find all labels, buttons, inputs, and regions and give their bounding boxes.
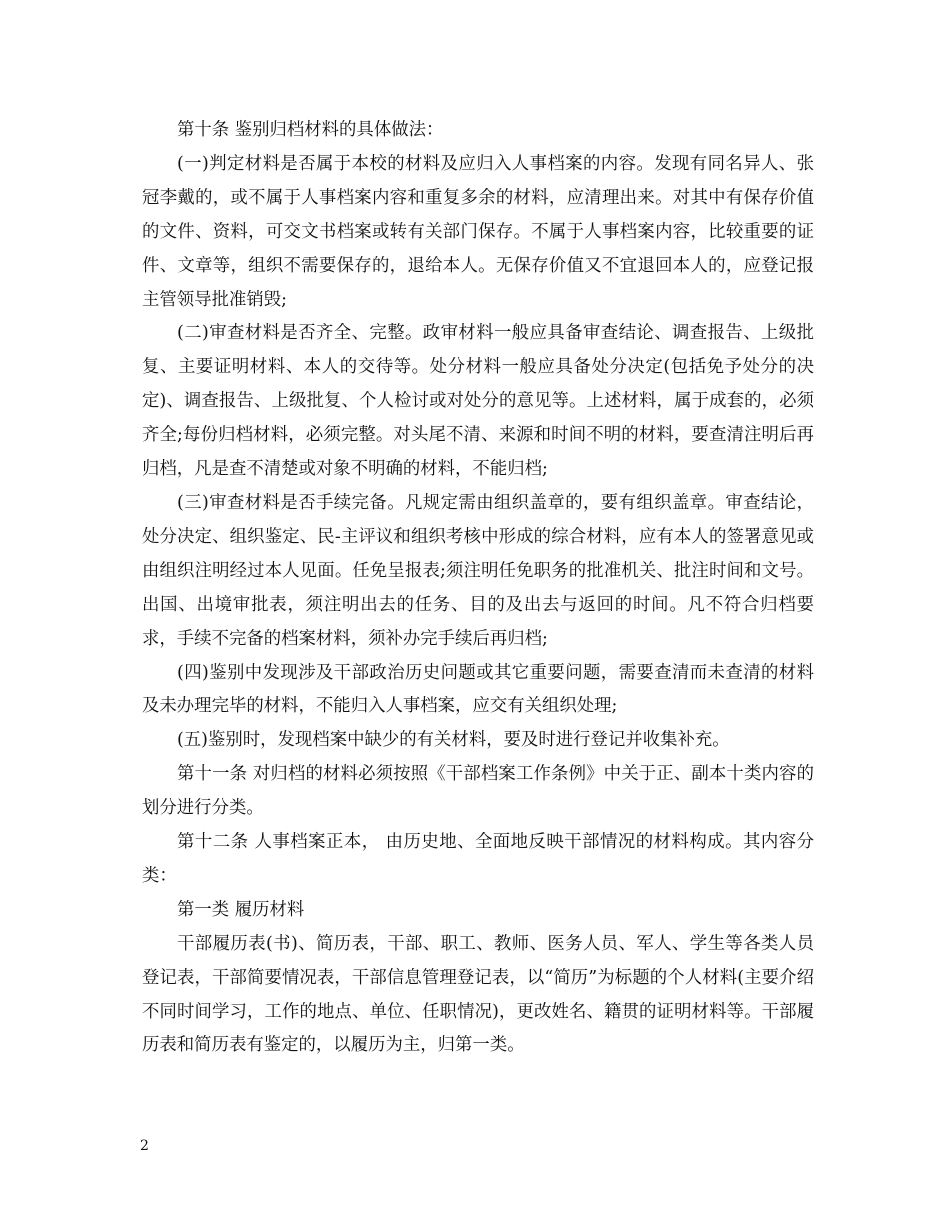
paragraph-category-1-heading: 第一类 履历材料 [177,899,305,920]
document-body [142,114,814,1063]
paragraph-article-10-heading: 第十条 鉴别归档材料的具体做法： [177,120,444,140]
paragraph-article-12: 第十二条 人事档案正本， 由历史地、全面地反映干部情况的材料构成。其内容分类： [142,832,814,886]
paragraph-item-1: (一)判定材料是否属于本校的材料及应归入人事档案的内容。发现有同名异人、张冠李戴的，或不属于人事档案内容和重复多余的材料，应清理出来。对其中有保存价值的文件、资料，可交文书档案或转有关部门保存。不属于人事档案内容，比较重要的证件、文章等，组织不需要保存的，退给本人。无保存价值又不宜退回本人的，应登记报主管领导批准销毁; [142,153,814,310]
paragraph-item-3: (三)审查材料是否手续完备。凡规定需由组织盖章的，要有组织盖章。审查结论，处分决定、组织鉴定、民-主评议和组织考核中形成的综合材料，应有本人的签署意见或由组织注明经过本人见面。任免呈报表;须注明任免职务的批准机关、批注时间和文号。出国、出境审批表，须注明出去的任务、目的及出去与返回的时间。凡不符合归档要求，手续不完备的档案材料，须补办完手续后再归档; [142,492,814,649]
paragraph-item-5: (五)鉴别时，发现档案中缺少的有关材料，要及时进行登记并收集补充。 [177,730,730,751]
paragraph-item-2: (二)审查材料是否齐全、完整。政审材料一般应具备审查结论、调查报告、上级批复、主要证明材料、本人的交待等。处分材料一般应具备处分决定(包括免予处分的决定)、调查报告、上级批复、个人检讨或对处分的意见等。上述材料，属于成套的，必须齐全;每份归档材料，必须完整。对头尾不清、来源和时间不明的材料，要查清注明后再归档，凡是查不清楚或对象不明确的材料，不能归档; [142,323,814,480]
paragraph-item-4: (四)鉴别中发现涉及干部政治历史问题或其它重要问题，需要查清而未查清的材料及未办理完毕的材料，不能归入人事档案，应交有关组织处理; [142,662,814,717]
paragraph-category-1-body: 干部履历表(书)、简历表，干部、职工、教师、医务人员、军人、学生等各类人员登记表，干部简要情况表，干部信息管理登记表，以“简历”为标题的个人材料(主要介绍不同时间学习，工作的地点、单位、任职情况)，更改姓名、籍贯的证明材料等。干部履历表和简历表有鉴定的，以履历为主，归第一类。 [142,933,814,1056]
paragraph-article-11: 第十一条 对归档的材料必须按照《干部档案工作条例》中关于正、副本十类内容的划分进行分类。 [142,764,814,819]
page-number: 2 [140,1138,149,1154]
